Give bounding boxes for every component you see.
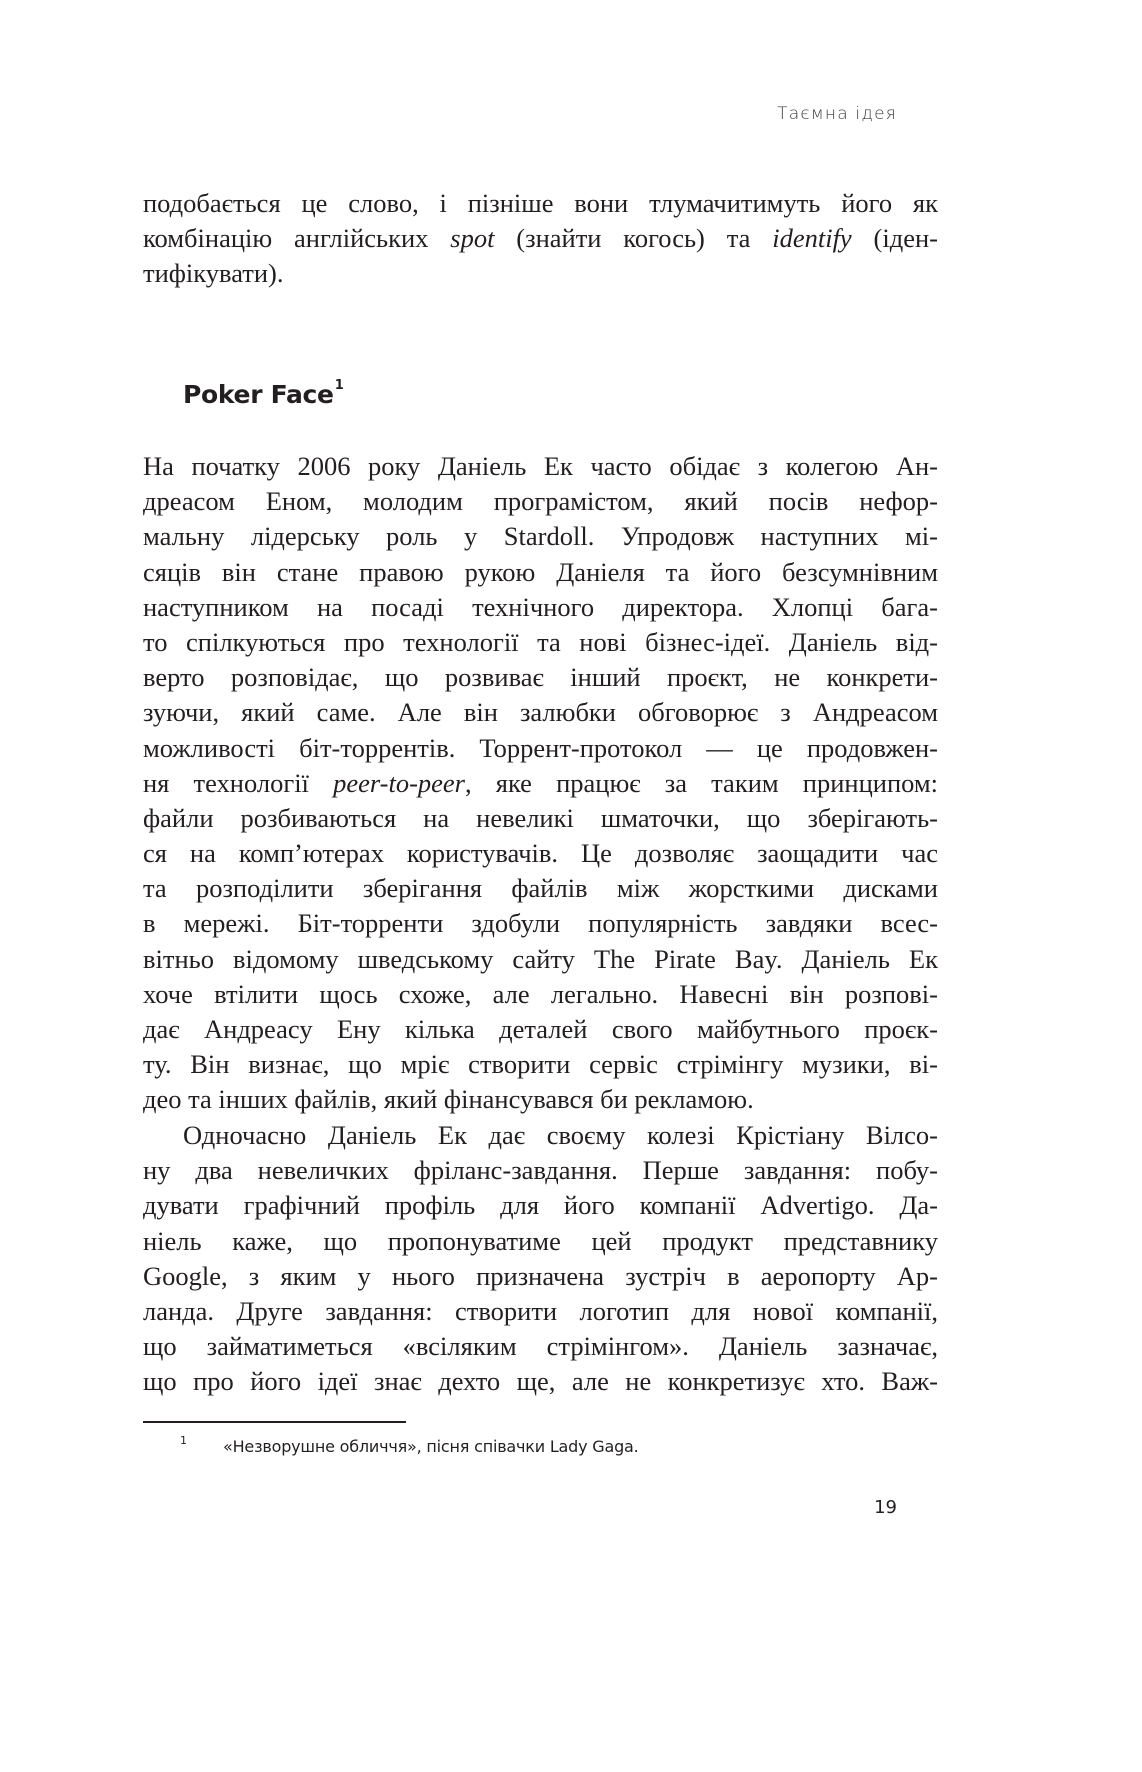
text-segment: наступником на посаді технічного директора. Хлопці бага- (143, 591, 938, 622)
text-segment: дреасом Еном, молодим програмістом, який посів нефор- (143, 486, 938, 517)
text-segment: део та інших файлів, який фінансувався би рекламою. (143, 1084, 754, 1115)
text-line (143, 625, 938, 660)
text-line (143, 1082, 938, 1117)
text-segment: подобається це слово, і пізніше вони тлумачитимуть його як (143, 188, 938, 218)
paragraph (143, 449, 938, 1118)
text-segment: верто розповідає, що розвиває інший проєкт, не конкрети- (143, 662, 938, 693)
text-line (143, 1294, 938, 1329)
text-line (143, 660, 938, 695)
text-line (143, 1364, 938, 1399)
footnote-marker: 1 (180, 1434, 187, 1447)
text-segment: , яке працює за таким принципом: (464, 767, 939, 798)
text-line (143, 1153, 938, 1188)
text-line (143, 484, 938, 519)
text-segment: тифікувати). (143, 258, 284, 289)
intro-text (143, 186, 938, 292)
text-segment: Одночасно Даніель Ек дає своєму колезі Крістіану Вілсо- (183, 1120, 938, 1150)
text-line (143, 1047, 938, 1082)
page-number: 19 (874, 1497, 897, 1518)
text-segment: в мережі. Біт-торренти здобули популярність завдяки всес- (143, 908, 938, 939)
text-line (143, 590, 938, 625)
text-line (143, 906, 938, 941)
text-segment: ніель каже, що пропонуватиме цей продукт представнику (143, 1225, 938, 1256)
text-line (143, 1259, 938, 1294)
text-line (143, 555, 938, 590)
text-segment: ту. Він визнає, що мріє створити сервіс стрімінгу музики, ві- (143, 1049, 938, 1080)
footnote-reference: 1 (334, 378, 344, 393)
text-line (143, 836, 938, 871)
text-line (143, 1329, 938, 1364)
text-segment: На початку 2006 року Даніель Ек часто обідає з колегою Ан- (143, 451, 938, 481)
footnote-text: «Незворушне обличчя», пісня співачки Lady Gaga. (223, 1437, 639, 1456)
text-line (143, 801, 938, 836)
italic-term: spot (450, 223, 495, 254)
text-segment: ланда. Друге завдання: створити логотип для нової компанії, (143, 1295, 938, 1326)
text-line (143, 519, 938, 554)
text-segment: сяців він стане правою рукою Даніеля та його безсумнівним (143, 556, 938, 587)
text-line (143, 731, 938, 766)
text-segment: ня технології (143, 767, 334, 798)
text-segment: що про його ідеї знає дехто ще, але не конкретизує хто. Важ- (143, 1366, 938, 1397)
text-line (143, 1188, 938, 1223)
text-segment: дає Андреасу Ену кілька деталей свого майбутнього проєк- (143, 1014, 938, 1044)
text-line (143, 1118, 938, 1153)
text-line (143, 1012, 938, 1047)
text-line (143, 186, 938, 221)
text-segment: хоче втілити щось схоже, але легально. Навесні він розпові- (143, 978, 938, 1009)
text-segment: комбінацію англійських (143, 223, 451, 254)
text-segment: та розподілити зберігання файлів між жорсткими дисками (143, 873, 938, 904)
text-segment: (іден- (851, 223, 938, 254)
section-title: Poker Face (183, 380, 334, 409)
text-line (143, 695, 938, 730)
text-segment: дувати графічний профіль для його компанії Advertigo. Да- (143, 1190, 938, 1221)
footnote-divider (143, 1421, 406, 1423)
text-line (143, 449, 938, 484)
text-segment: ся на комп’ютерах користувачів. Це дозволяє заощадити час (143, 838, 938, 869)
text-line (143, 766, 938, 801)
text-line (143, 977, 938, 1012)
text-segment: що займатиметься «всіляким стрімінгом». Даніель зазначає, (143, 1331, 938, 1362)
text-line (143, 221, 938, 256)
text-segment: Google, з яким у нього призначена зустріч в аеропорту Ар- (143, 1260, 938, 1291)
section-heading (183, 380, 343, 409)
text-segment: ну два невеличких фріланс-завдання. Перше завдання: побу- (143, 1155, 938, 1186)
text-segment: то спілкуються про технології та нові бізнес-ідеї. Даніель від- (143, 626, 938, 657)
text-segment: (знайти когось) та (494, 223, 773, 254)
text-line (143, 942, 938, 977)
italic-term: peer-to-peer (333, 767, 465, 798)
text-segment: можливості біт-торрентів. Торрент-протокол — це продовжен- (143, 732, 938, 763)
text-segment: файли розбиваються на невеликі шматочки, що зберігають- (143, 802, 938, 833)
text-segment: мальну лідерську роль у Stardoll. Упродовж наступних мі- (143, 521, 938, 552)
text-segment: вітньо відомому шведському сайту The Pirate Bay. Даніель Ек (143, 943, 938, 974)
paragraph (143, 1118, 938, 1400)
text-line (143, 256, 938, 291)
text-line (143, 871, 938, 906)
running-header: Таємна ідея (777, 104, 897, 124)
italic-term: identify (772, 223, 852, 254)
text-segment: зуючи, який саме. Але він залюбки обговорює з Андреасом (143, 697, 938, 728)
text-line (143, 1224, 938, 1259)
